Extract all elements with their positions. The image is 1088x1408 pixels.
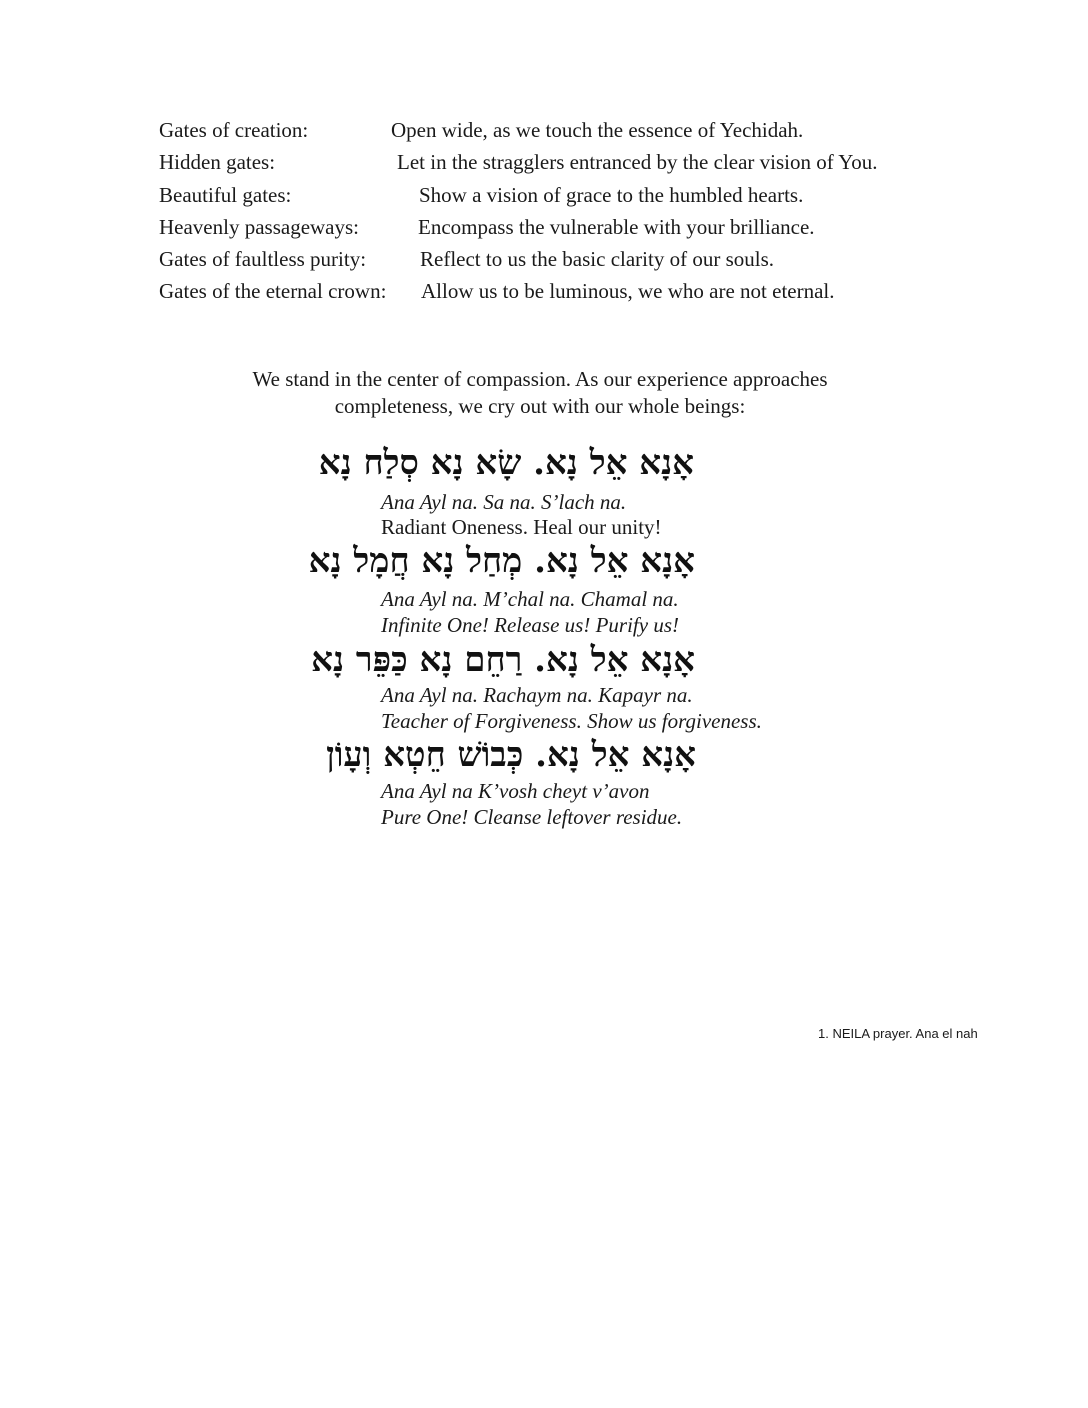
transliteration-line: Ana Ayl na. M’chal na. Chamal na.: [381, 587, 679, 611]
gate-text: Encompass the vulnerable with your brilliance.: [418, 214, 815, 239]
translation-line: Radiant Oneness. Heal our unity!: [381, 515, 662, 539]
footer-caption: 1. NEILA prayer. Ana el nah: [818, 1026, 978, 1041]
transliteration-line: Ana Ayl na. Sa na. S’lach na.: [381, 490, 627, 514]
gate-text: Let in the stragglers entranced by the clear vision of You.: [397, 150, 878, 175]
intro-line-1: We stand in the center of compassion. As our experience approaches: [252, 367, 828, 391]
hebrew-line: אָנָא אֵל נָא. כְּבוֹשׁ חֵטְא וְעָוֹן: [326, 735, 696, 775]
gate-name: Heavenly passageways:: [159, 214, 360, 239]
gate-row: [159, 213, 959, 245]
intro-paragraph: [140, 366, 940, 420]
transliteration-line: Ana Ayl na. Rachaym na. Kapayr na.: [381, 683, 693, 707]
transliteration-line: Ana Ayl na K’vosh cheyt v’avon: [381, 779, 650, 803]
gate-row: [159, 116, 959, 148]
translation-line: Infinite One! Release us! Purify us!: [381, 613, 679, 637]
translation-line: Teacher of Forgiveness. Show us forgiveness.: [381, 709, 762, 733]
gate-name: Gates of the eternal crown:: [159, 279, 387, 304]
gate-row: [159, 181, 959, 213]
gate-text: Reflect to us the basic clarity of our souls.: [420, 247, 774, 272]
gate-row: [159, 148, 959, 180]
hebrew-line: אָנָא אֵל נָא. שָׂא נָא סְלַח נָא: [318, 443, 694, 483]
gate-text: Show a vision of grace to the humbled hearts.: [419, 182, 804, 207]
gate-text: Open wide, as we touch the essence of Yechidah.: [391, 118, 804, 142]
intro-line-2: completeness, we cry out with our whole beings:: [334, 394, 746, 418]
gate-name: Hidden gates:: [159, 150, 276, 175]
gate-text: Allow us to be luminous, we who are not eternal.: [421, 279, 835, 304]
gate-name: Beautiful gates:: [159, 182, 292, 207]
translation-line: Pure One! Cleanse leftover residue.: [381, 805, 683, 829]
gate-name: Gates of faultless purity:: [159, 247, 367, 272]
gates-list: [159, 116, 959, 310]
gate-row: [159, 277, 959, 309]
hebrew-line: אָנָא אֵל נָא. רַחֵם נָא כַּפֵּר נָא: [311, 640, 695, 680]
gate-row: [159, 245, 959, 277]
hebrew-line: אָנָא אֵל נָא. מְחַל נָא חֲמָל נָא: [308, 541, 695, 581]
gate-name: Gates of creation:: [159, 118, 309, 142]
